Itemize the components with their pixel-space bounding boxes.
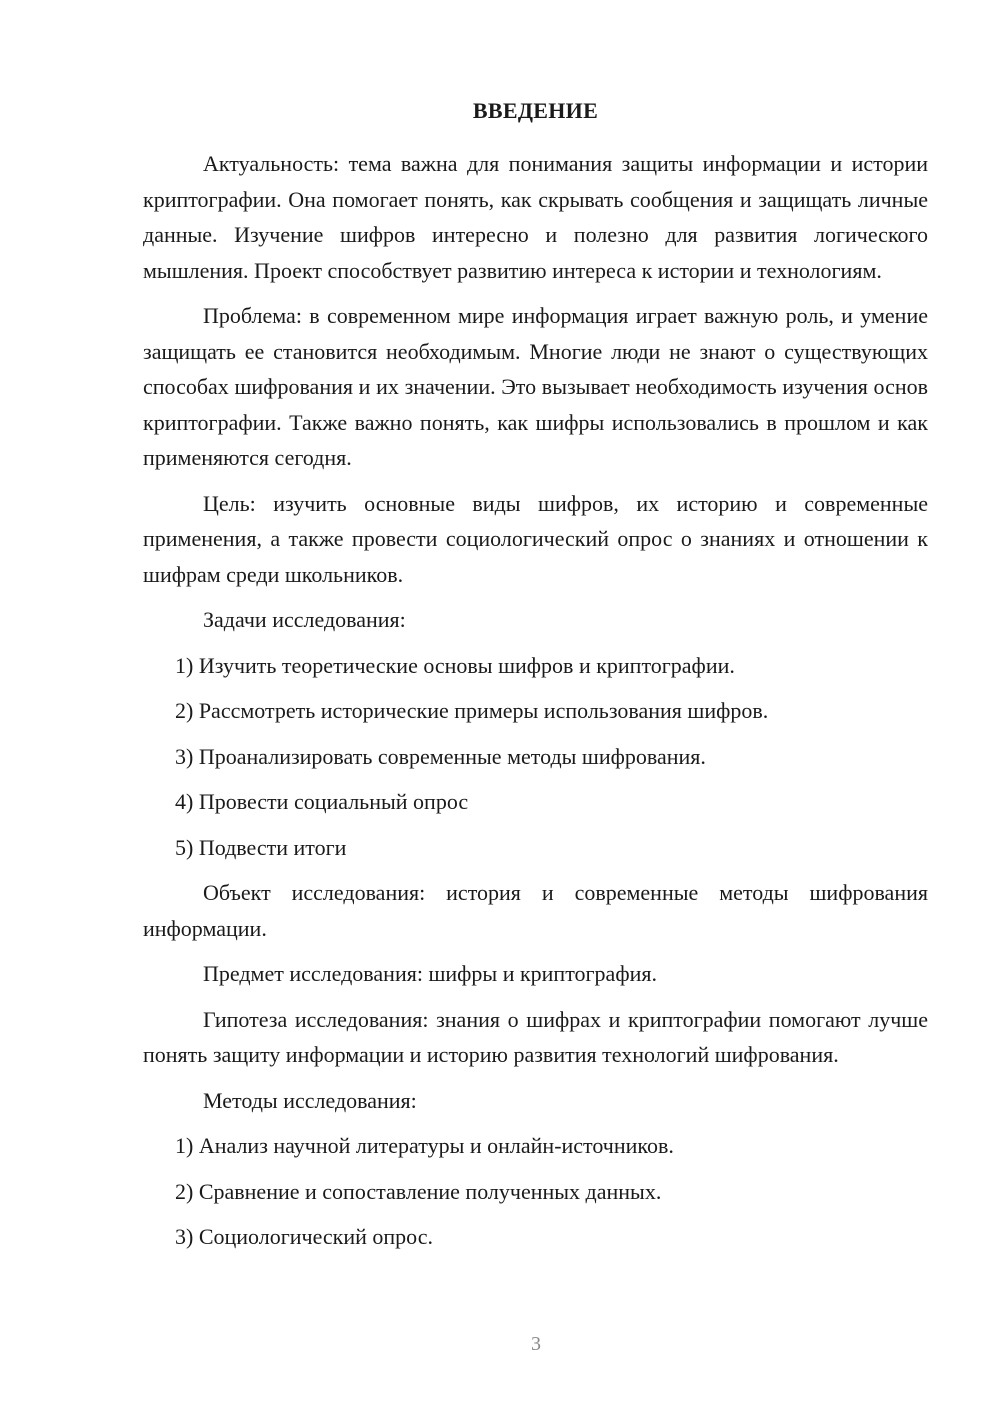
list-item: 2) Рассмотреть исторические примеры использования шифров. <box>175 698 769 723</box>
paragraph-problem: Проблема: в современном мире информация играет важную роль, и умение защищать ее становится необходимым. Многие люди не знают о существующих способах шифрования и их значении. Это вызывает необходимость изучения основ криптографии. Также важно понять, как шифры использовались в прошлом и как применяются сегодня. <box>143 303 928 470</box>
list-item: 1) Анализ научной литературы и онлайн-источников. <box>175 1133 674 1158</box>
list-item: 2) Сравнение и сопоставление полученных данных. <box>175 1178 662 1204</box>
list-item: 4) Провести социальный опрос <box>175 789 469 814</box>
paragraph-goal: Цель: изучить основные виды шифров, их историю и современные применения, а также провести социологический опрос о знаниях и отношении к шифрам среди школьников. <box>143 490 928 587</box>
paragraph-hypothesis: Гипотеза исследования: знания о шифрах и криптографии помогают лучше понять защиту информации и историю развития технологий шифрования. <box>143 1006 928 1067</box>
list-item: 3) Социологический опрос. <box>175 1224 433 1249</box>
list-item: 5) Подвести итоги <box>175 834 347 860</box>
tasks-heading: Задачи исследования: <box>203 607 406 632</box>
page-title: ВВЕДЕНИЕ <box>472 98 599 123</box>
methods-heading: Методы исследования: <box>203 1087 417 1113</box>
methods-list <box>143 1128 928 1255</box>
paragraph-relevance: Актуальность: тема важна для понимания защиты информации и истории криптографии. Она помогает понять, как скрывать сообщения и защищать личные данные. Изучение шифров интересно и полезно для развития логического мышления. Проект способствует развитию интереса к истории и технологиям. <box>143 151 928 283</box>
list-item: 3) Проанализировать современные методы шифрования. <box>175 743 706 769</box>
list-item: 1) Изучить теоретические основы шифров и криптографии. <box>175 652 735 678</box>
paragraph-subject: Предмет исследования: шифры и криптография. <box>203 961 657 986</box>
page-content <box>143 90 928 1265</box>
tasks-list <box>143 648 928 866</box>
page-number: 3 <box>531 1333 541 1355</box>
paragraph-object: Объект исследования: история и современные методы шифрования информации. <box>143 880 928 941</box>
